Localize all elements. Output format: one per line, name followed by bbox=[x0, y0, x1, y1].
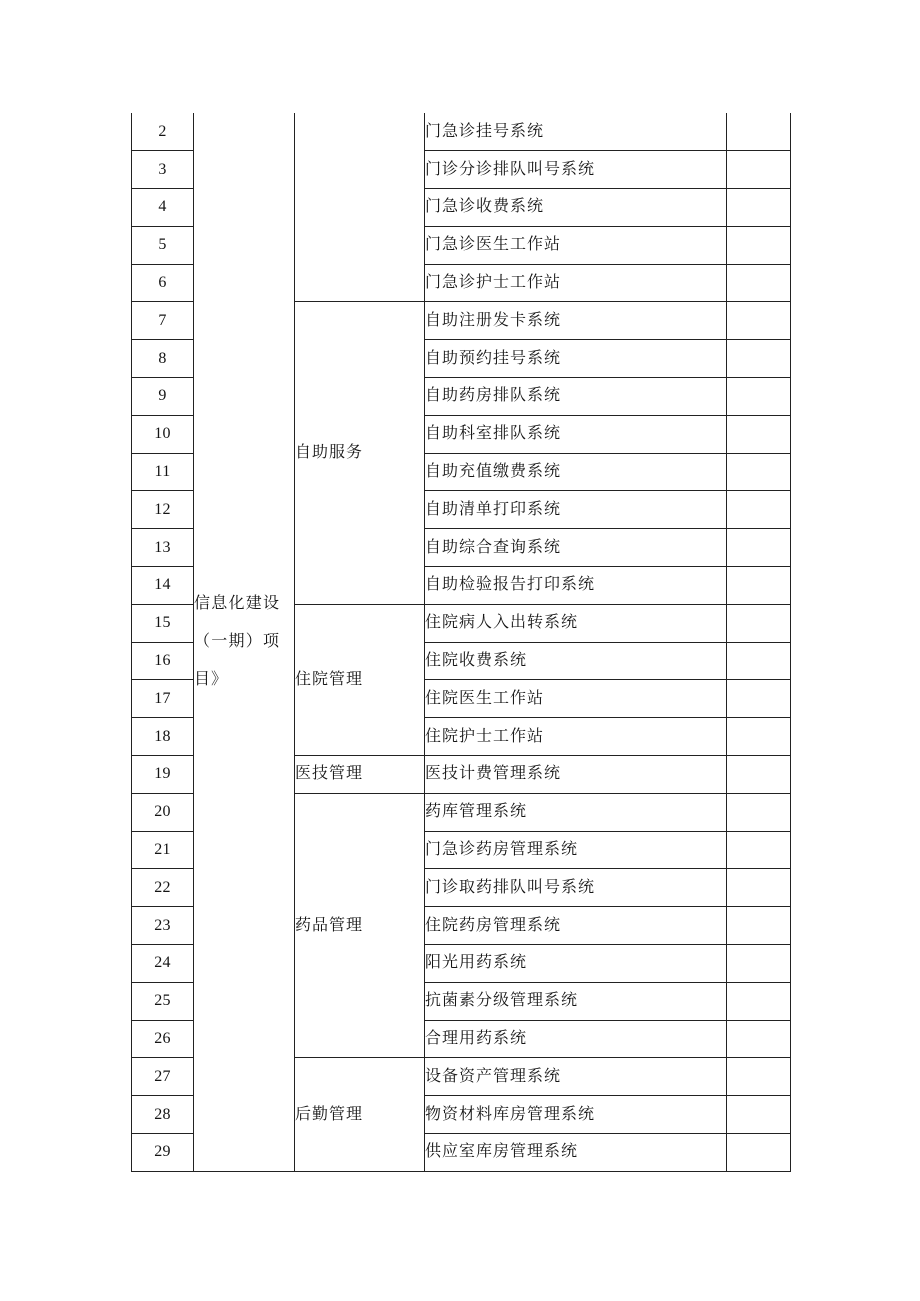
remarks-cell bbox=[727, 907, 791, 945]
system-name-cell: 合理用药系统 bbox=[425, 1020, 727, 1058]
row-number-cell: 29 bbox=[132, 1134, 194, 1172]
row-number-cell: 17 bbox=[132, 680, 194, 718]
remarks-cell bbox=[727, 945, 791, 983]
row-number-cell: 9 bbox=[132, 378, 194, 416]
system-name-cell: 供应室库房管理系统 bbox=[425, 1134, 727, 1172]
row-number-cell: 25 bbox=[132, 982, 194, 1020]
remarks-cell bbox=[727, 189, 791, 227]
remarks-cell bbox=[727, 302, 791, 340]
systems-table-body bbox=[132, 113, 791, 1171]
system-name-cell: 自助注册发卡系统 bbox=[425, 302, 727, 340]
remarks-cell bbox=[727, 869, 791, 907]
row-number-cell: 5 bbox=[132, 226, 194, 264]
remarks-cell bbox=[727, 151, 791, 189]
remarks-cell bbox=[727, 718, 791, 756]
category-cell: 自助服务 bbox=[295, 302, 425, 604]
system-name-cell: 住院病人入出转系统 bbox=[425, 604, 727, 642]
row-number-cell: 20 bbox=[132, 793, 194, 831]
system-name-cell: 医技计费管理系统 bbox=[425, 756, 727, 794]
remarks-cell bbox=[727, 982, 791, 1020]
remarks-cell bbox=[727, 113, 791, 151]
systems-table bbox=[131, 113, 791, 1172]
row-number-cell: 10 bbox=[132, 415, 194, 453]
table-row bbox=[132, 113, 791, 151]
remarks-cell bbox=[727, 453, 791, 491]
project-name-line: 信息化建设 bbox=[194, 595, 280, 613]
system-name-cell: 住院药房管理系统 bbox=[425, 907, 727, 945]
row-number-cell: 21 bbox=[132, 831, 194, 869]
system-name-cell: 住院医生工作站 bbox=[425, 680, 727, 718]
system-name-cell: 门急诊药房管理系统 bbox=[425, 831, 727, 869]
row-number-cell: 23 bbox=[132, 907, 194, 945]
remarks-cell bbox=[727, 756, 791, 794]
system-name-cell: 自助综合查询系统 bbox=[425, 529, 727, 567]
system-name-cell: 物资材料库房管理系统 bbox=[425, 1096, 727, 1134]
row-number-cell: 13 bbox=[132, 529, 194, 567]
category-cell: 后勤管理 bbox=[295, 1058, 425, 1171]
row-number-cell: 6 bbox=[132, 264, 194, 302]
remarks-cell bbox=[727, 1020, 791, 1058]
system-name-cell: 自助清单打印系统 bbox=[425, 491, 727, 529]
system-name-cell: 自助检验报告打印系统 bbox=[425, 567, 727, 605]
remarks-cell bbox=[727, 264, 791, 302]
row-number-cell: 4 bbox=[132, 189, 194, 227]
row-number-cell: 18 bbox=[132, 718, 194, 756]
system-name-cell: 抗菌素分级管理系统 bbox=[425, 982, 727, 1020]
remarks-cell bbox=[727, 340, 791, 378]
row-number-cell: 11 bbox=[132, 453, 194, 491]
category-cell: 药品管理 bbox=[295, 793, 425, 1058]
remarks-cell bbox=[727, 567, 791, 605]
system-name-cell: 自助充值缴费系统 bbox=[425, 453, 727, 491]
row-number-cell: 12 bbox=[132, 491, 194, 529]
project-name-cell bbox=[194, 113, 295, 1171]
system-name-cell: 设备资产管理系统 bbox=[425, 1058, 727, 1096]
category-cell: 住院管理 bbox=[295, 604, 425, 755]
remarks-cell bbox=[727, 491, 791, 529]
remarks-cell bbox=[727, 680, 791, 718]
system-name-cell: 自助预约挂号系统 bbox=[425, 340, 727, 378]
remarks-cell bbox=[727, 642, 791, 680]
project-name-line: （一期）项 bbox=[194, 633, 280, 650]
system-name-cell: 阳光用药系统 bbox=[425, 945, 727, 983]
system-name-cell: 自助药房排队系统 bbox=[425, 378, 727, 416]
row-number-cell: 24 bbox=[132, 945, 194, 983]
remarks-cell bbox=[727, 1134, 791, 1172]
row-number-cell: 26 bbox=[132, 1020, 194, 1058]
system-name-cell: 药库管理系统 bbox=[425, 793, 727, 831]
remarks-cell bbox=[727, 604, 791, 642]
system-name-cell: 住院收费系统 bbox=[425, 642, 727, 680]
row-number-cell: 2 bbox=[132, 113, 194, 151]
row-number-cell: 8 bbox=[132, 340, 194, 378]
system-name-cell: 门急诊护士工作站 bbox=[425, 264, 727, 302]
row-number-cell: 16 bbox=[132, 642, 194, 680]
remarks-cell bbox=[727, 1096, 791, 1134]
row-number-cell: 3 bbox=[132, 151, 194, 189]
row-number-cell: 22 bbox=[132, 869, 194, 907]
remarks-cell bbox=[727, 415, 791, 453]
category-cell bbox=[295, 113, 425, 302]
category-cell: 医技管理 bbox=[295, 756, 425, 794]
system-name-cell: 门急诊收费系统 bbox=[425, 189, 727, 227]
remarks-cell bbox=[727, 529, 791, 567]
remarks-cell bbox=[727, 831, 791, 869]
system-name-cell: 门急诊挂号系统 bbox=[425, 113, 727, 151]
row-number-cell: 14 bbox=[132, 567, 194, 605]
row-number-cell: 15 bbox=[132, 604, 194, 642]
system-name-cell: 门诊取药排队叫号系统 bbox=[425, 869, 727, 907]
system-name-cell: 住院护士工作站 bbox=[425, 718, 727, 756]
project-name-line: 目》 bbox=[194, 670, 229, 688]
remarks-cell bbox=[727, 1058, 791, 1096]
remarks-cell bbox=[727, 793, 791, 831]
system-name-cell: 门急诊医生工作站 bbox=[425, 226, 727, 264]
row-number-cell: 7 bbox=[132, 302, 194, 340]
system-name-cell: 自助科室排队系统 bbox=[425, 415, 727, 453]
row-number-cell: 19 bbox=[132, 756, 194, 794]
system-name-cell: 门诊分诊排队叫号系统 bbox=[425, 151, 727, 189]
remarks-cell bbox=[727, 378, 791, 416]
row-number-cell: 28 bbox=[132, 1096, 194, 1134]
remarks-cell bbox=[727, 226, 791, 264]
row-number-cell: 27 bbox=[132, 1058, 194, 1096]
